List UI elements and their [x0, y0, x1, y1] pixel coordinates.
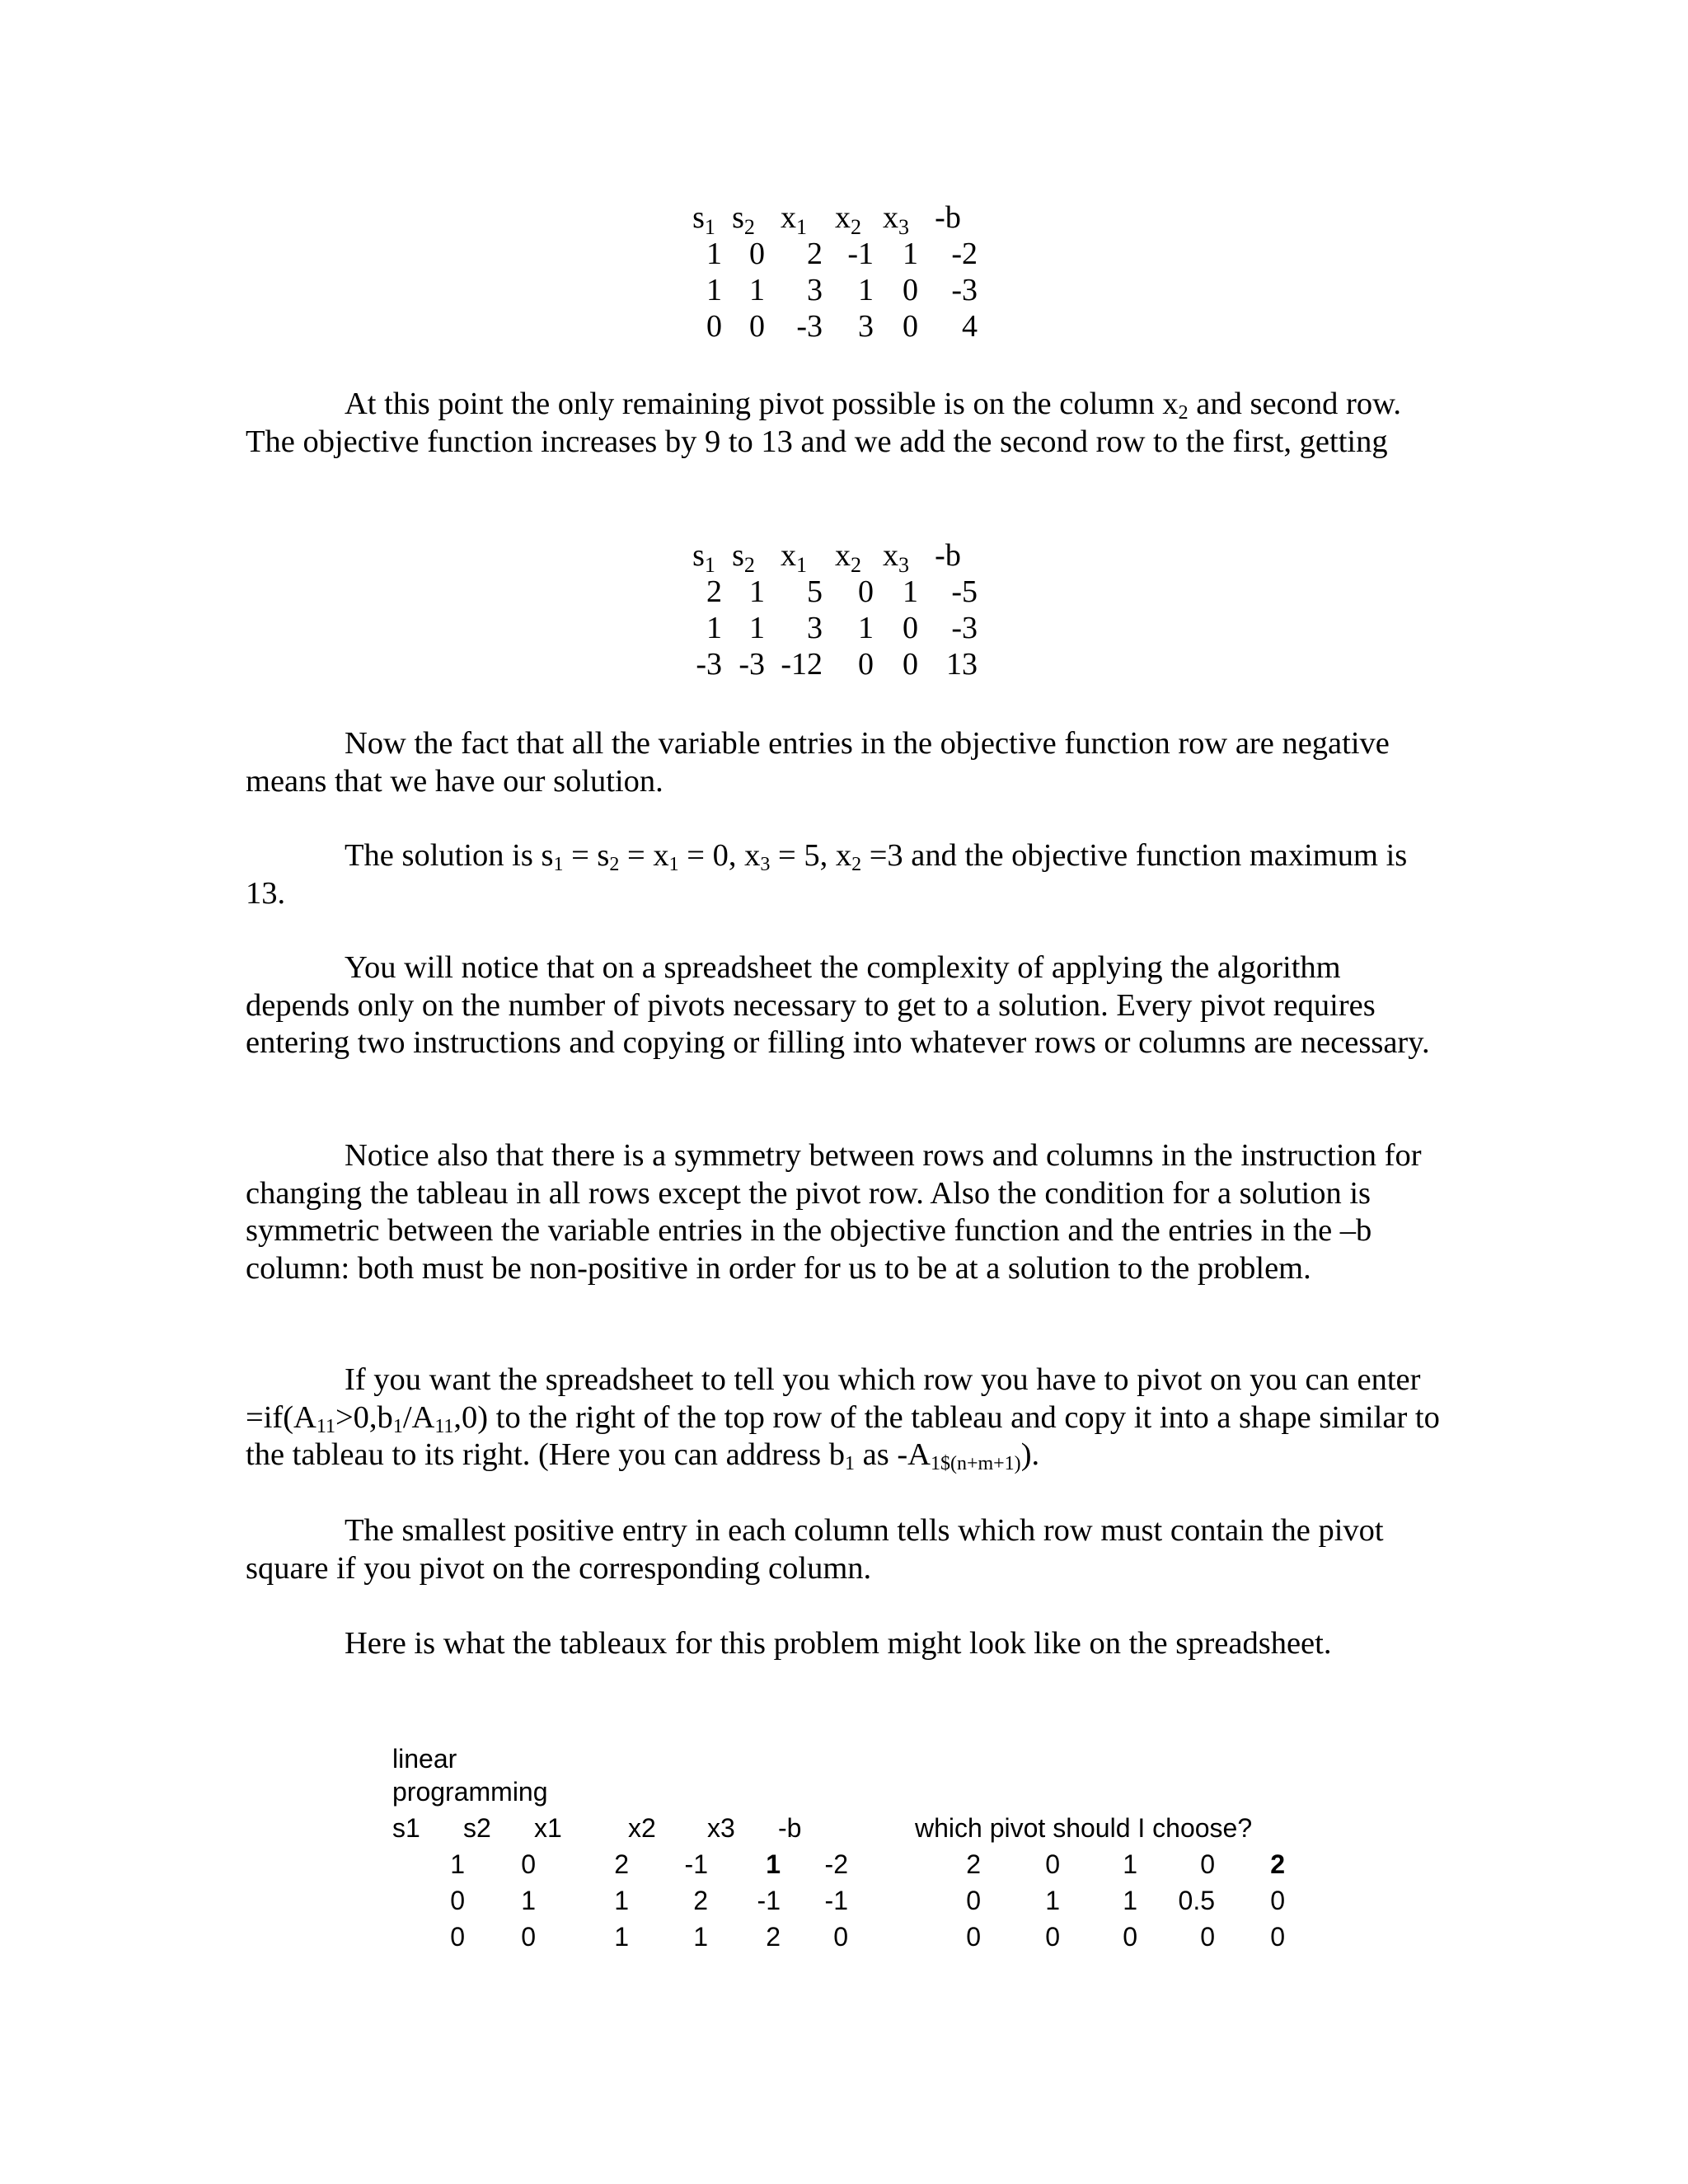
paragraph-solution: The solution is s1 = s2 = x1 = 0, x3 = 5, x2 =3 and the objective function maximum is 13.	[246, 838, 1408, 911]
cell: 3	[807, 611, 823, 645]
cell: 0	[903, 611, 918, 645]
cell: 1	[749, 611, 765, 645]
tableau-row	[686, 236, 978, 272]
header-s2: $s_2$	[732, 538, 755, 577]
paragraph-smallest-entry: The smallest positive entry in each column tells which row must contain the pivot square if you pivot on the corresponding column.	[246, 1513, 1384, 1586]
sheet-cell: -2	[824, 1849, 848, 1879]
pivot-cell: 1	[1123, 1886, 1137, 1915]
sheet-cell: 1	[521, 1886, 536, 1915]
header-neg-b: -b	[935, 538, 961, 573]
tableau-header-row	[686, 199, 978, 236]
sheet-cell: 1	[693, 1922, 708, 1952]
sheet-cell: -1	[684, 1849, 708, 1879]
header-s1: $s_1$	[692, 538, 715, 577]
paragraph-spreadsheet-intro: Here is what the tableaux for this problem might look like on the spreadsheet.	[345, 1626, 1332, 1661]
cell: 1	[903, 574, 918, 609]
pivot-cell: 0	[1123, 1922, 1137, 1952]
cell: 1	[749, 273, 765, 307]
pivot-question-label: which pivot should I choose?	[915, 1813, 1253, 1843]
header-x3: $x_3$	[883, 200, 909, 239]
cell: 3	[858, 309, 874, 344]
sheet-cell: 0	[521, 1922, 536, 1952]
pivot-cell: 0	[1045, 1849, 1060, 1879]
cell: -3	[738, 647, 765, 682]
cell: 1	[903, 237, 918, 271]
paragraph-symmetry: Notice also that there is a symmetry between rows and columns in the instruction for changing the tableau in all rows except the pivot row. Also the condition for a solution is symmetric between the variable entries in the objective function and the entries in the –b column: both must be non-positive in order for us to be at a solution to the problem.	[246, 1138, 1422, 1286]
cell: 2	[807, 237, 823, 271]
pivot-cell: 0	[1200, 1922, 1215, 1952]
tableau-initial	[686, 199, 978, 344]
cell: 0	[749, 309, 765, 344]
sheet-cell-pivot: 1	[766, 1849, 781, 1879]
col-header-x1: x1	[534, 1813, 562, 1843]
header-x2: $x_2$	[835, 538, 861, 577]
pivot-cell: 0	[1045, 1922, 1060, 1952]
cell: 1	[706, 237, 722, 271]
title-line: linear	[392, 1744, 457, 1774]
cell: 1	[749, 574, 765, 609]
cell: 0	[858, 647, 874, 682]
header-s1: $s_1$	[692, 200, 715, 239]
pivot-cell: 1	[1045, 1886, 1060, 1915]
cell: -3	[951, 611, 978, 645]
tableau-row	[686, 646, 978, 682]
cell: -1	[847, 237, 874, 271]
cell: -2	[951, 237, 978, 271]
cell: 0	[858, 574, 874, 609]
cell: 1	[858, 611, 874, 645]
cell: 0	[903, 647, 918, 682]
sheet-cell: 1	[614, 1922, 629, 1952]
header-s2: $s_2$	[732, 200, 755, 239]
paragraph-if-formula: If you want the spreadsheet to tell you which row you have to pivot on you can enter =if(A11>0,b1/A11,0) to the right of the top row of the tableau and copy it into a shape similar to the tableau to its right. (Here you can address b1 as -A1$(n+m+1)).	[246, 1362, 1440, 1474]
cell: 0	[749, 237, 765, 271]
cell: 5	[807, 574, 823, 609]
pivot-cell: 0	[1270, 1886, 1285, 1915]
col-header-x3: x3	[707, 1813, 735, 1843]
cell: -3	[696, 647, 722, 682]
cell: 2	[706, 574, 722, 609]
cell: 4	[962, 309, 978, 344]
header-x3: $x_3$	[883, 538, 909, 577]
tableau-row	[686, 574, 978, 610]
cell: -3	[796, 309, 823, 344]
tableau-row	[686, 308, 978, 344]
pivot-cell: 0.5	[1178, 1886, 1215, 1915]
pivot-cell: 2	[966, 1849, 981, 1879]
cell: 1	[706, 611, 722, 645]
tableau-row	[686, 272, 978, 308]
tableau-final	[686, 537, 978, 682]
sheet-cell: 0	[450, 1922, 465, 1952]
sheet-cell: 1	[450, 1849, 465, 1879]
sheet-cell: 0	[521, 1849, 536, 1879]
pivot-cell: 0	[966, 1922, 981, 1952]
cell: 0	[903, 273, 918, 307]
header-x2: $x_2$	[835, 200, 861, 239]
cell: 0	[706, 309, 722, 344]
paragraph-pivot-x2: At this point the only remaining pivot possible is on the column x2 and second row. The objective function increases by 9 to 13 and we add the second row to the first, getting	[246, 387, 1401, 459]
header-x1: $x_1$	[781, 200, 807, 239]
cell: 1	[706, 273, 722, 307]
sheet-cell: -1	[824, 1886, 848, 1915]
cell: 13	[946, 647, 978, 682]
spreadsheet-header-row	[0, 1811, 1688, 1844]
header-x1: $x_1$	[781, 538, 807, 577]
sheet-cell: 2	[766, 1922, 781, 1952]
tableau-row	[686, 610, 978, 646]
header-neg-b: -b	[935, 200, 961, 235]
tableau-header-row	[686, 537, 978, 574]
col-header-x2: x2	[628, 1813, 656, 1843]
sheet-cell: 0	[833, 1922, 848, 1952]
sheet-cell: -1	[757, 1886, 781, 1915]
spreadsheet-title	[392, 1742, 548, 1808]
col-header-s2: s2	[463, 1813, 491, 1843]
pivot-cell: 1	[1123, 1849, 1137, 1879]
pivot-cell: 0	[1270, 1922, 1285, 1952]
cell: -5	[951, 574, 978, 609]
pivot-cell: 0	[1200, 1849, 1215, 1879]
pivot-cell: 0	[966, 1886, 981, 1915]
title-line: programming	[392, 1777, 548, 1807]
pivot-cell-chosen: 2	[1270, 1849, 1285, 1879]
paragraph-complexity: You will notice that on a spreadsheet the complexity of applying the algorithm depends only on the number of pivots necessary to get to a solution. Every pivot requires entering two instructions and copying or filling into whatever rows or columns are necessary.	[246, 950, 1430, 1060]
cell: -3	[951, 273, 978, 307]
cell: 3	[807, 273, 823, 307]
paragraph-negative-entries: Now the fact that all the variable entries in the objective function row are negative means that we have our solution.	[246, 726, 1390, 799]
sheet-cell: 2	[614, 1849, 629, 1879]
sheet-cell: 0	[450, 1886, 465, 1915]
cell: 1	[858, 273, 874, 307]
cell: -12	[781, 647, 823, 682]
sheet-cell: 1	[614, 1886, 629, 1915]
cell: 0	[903, 309, 918, 344]
col-header-s1: s1	[392, 1813, 420, 1843]
sheet-cell: 2	[693, 1886, 708, 1915]
col-header-neg-b: -b	[778, 1813, 802, 1843]
